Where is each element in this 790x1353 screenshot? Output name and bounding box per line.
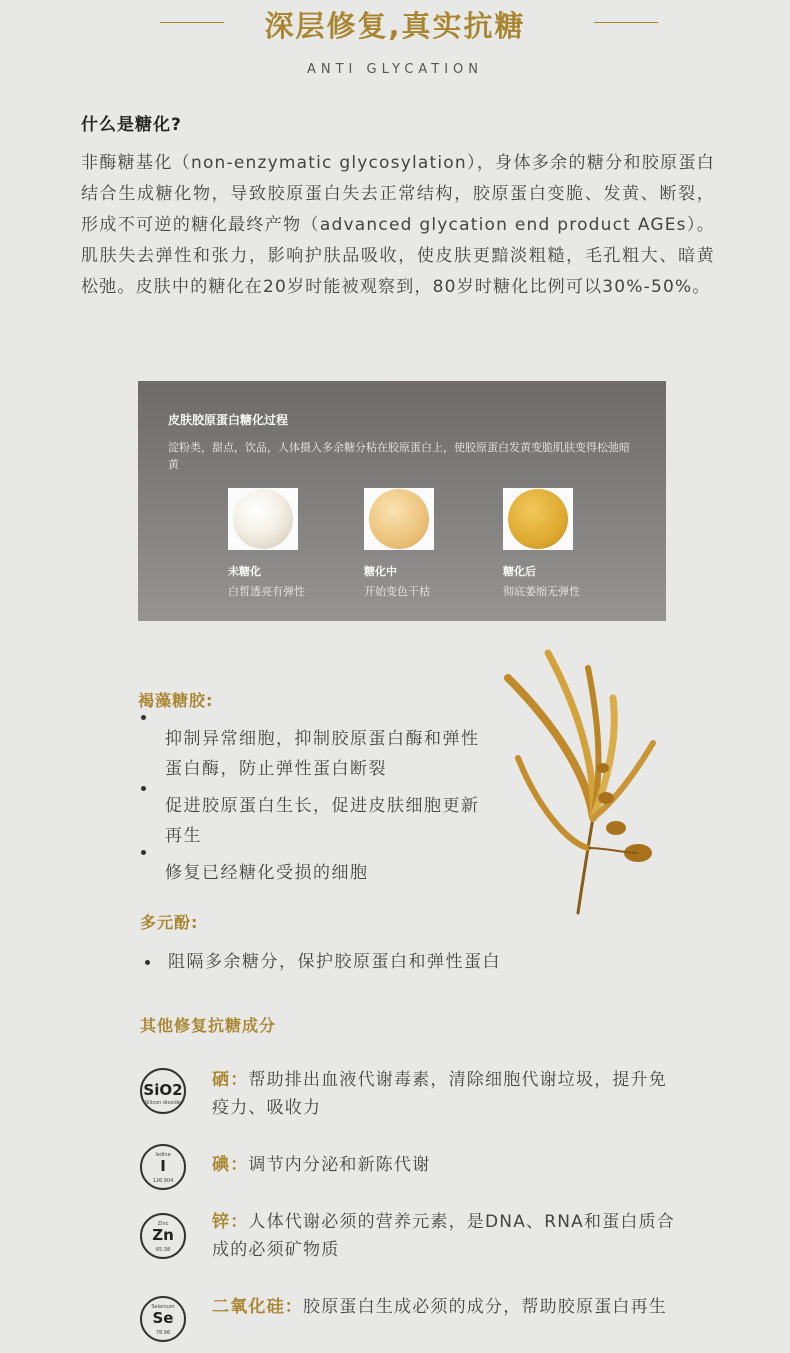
collagen-image	[228, 488, 298, 550]
ingredient-selenium	[212, 1066, 682, 1122]
collagen-image	[503, 488, 573, 550]
ingredient-name: 硒：	[212, 1070, 249, 1090]
silicon-dioxide-icon	[140, 1068, 186, 1114]
ingredient-text: 胶原蛋白生成必须的成分，帮助胶原蛋白再生	[303, 1297, 667, 1317]
page-title: 深层修复,真实抗糖	[264, 9, 526, 43]
element-symbol: SiO2	[143, 1081, 183, 1099]
iodine-icon	[140, 1144, 186, 1190]
zinc-icon	[140, 1213, 186, 1259]
element-caption: Iodine	[155, 1152, 171, 1158]
bullet-dot	[141, 786, 146, 791]
glycation-process-panel	[138, 381, 666, 621]
stage-unglycated	[228, 488, 348, 599]
stage-note: 彻底萎缩无弹性	[503, 585, 580, 598]
element-caption: Zinc	[157, 1221, 169, 1227]
collagen-image	[364, 488, 434, 550]
bullet-dot	[145, 960, 150, 965]
element-symbol: Se	[152, 1309, 174, 1327]
intro-paragraph: 非酶糖基化（non-enzymatic glycosylation），身体多余的糖分和胶原蛋白结合生成糖化物，导致胶原蛋白失去正常结构，胶原蛋白变脆、发黄、断裂，形成不可逆的糖化最终产物（advanced glycation end product AGEs）。肌肤失去弹性和张力，影响护肤品吸收，使皮肤更黯淡粗糙，毛孔粗大、暗黄松弛。皮肤中的糖化在20岁时能被观察到，80岁时糖化比例可以30%-50%。	[81, 153, 715, 297]
ingredient-name: 锌：	[212, 1212, 249, 1232]
stage-name: 糖化后	[503, 565, 536, 578]
element-caption: 126.904	[152, 1178, 174, 1184]
brown-algae-heading: 褐藻糖胶:	[138, 691, 214, 710]
panel-description: 淀粉类，甜点，饮品，人体摄入多余糖分粘在胶原蛋白上，使胶原蛋白发黄变脆肌肤变得松弛暗黄	[168, 441, 630, 471]
ingredient-silica	[212, 1293, 682, 1321]
ingredient-name: 二氧化硅：	[212, 1297, 303, 1317]
stage-glycating	[364, 488, 484, 599]
ingredient-text: 帮助排出血液代谢毒素，清除细胞代谢垃圾，提升免疫力、吸收力	[212, 1070, 668, 1118]
stage-name: 糖化中	[364, 565, 397, 578]
list-item: 阻隔多余糖分，保护胶原蛋白和弹性蛋白	[168, 952, 501, 972]
bullet-dot	[141, 715, 146, 720]
selenium-icon	[140, 1296, 186, 1342]
ingredient-text: 人体代谢必须的营养元素，是DNA、RNA和蛋白质合成的必须矿物质	[212, 1212, 675, 1260]
element-caption: Selenium	[151, 1304, 175, 1310]
ingredient-iodine	[212, 1151, 682, 1179]
element-caption: Silicon dioxide	[145, 1100, 181, 1106]
stage-note: 白皙透亮有弹性	[228, 585, 305, 598]
element-symbol: Zn	[152, 1226, 174, 1244]
list-item: 抑制异常细胞，抑制胶原蛋白酶和弹性蛋白酶，防止弹性蛋白断裂	[165, 729, 480, 779]
polyphenol-heading: 多元酚:	[140, 913, 199, 932]
ingredient-text: 调节内分泌和新陈代谢	[248, 1155, 431, 1175]
list-item: 修复已经糖化受损的细胞	[165, 863, 369, 883]
list-item: 促进胶原蛋白生长，促进皮肤细胞更新再生	[165, 796, 480, 846]
page-header	[0, 0, 790, 90]
other-ingredients-heading: 其他修复抗糖成分	[140, 1016, 277, 1035]
bullet-dot	[141, 850, 146, 855]
stage-name: 未糖化	[228, 565, 261, 578]
element-caption: 65.38	[155, 1247, 171, 1253]
panel-title: 皮肤胶原蛋白糖化过程	[168, 413, 289, 427]
element-caption: 78.96	[155, 1330, 171, 1336]
stage-glycated	[503, 488, 623, 599]
seaweed-illustration	[488, 648, 668, 918]
ingredient-name: 碘：	[212, 1155, 249, 1175]
question-heading: 什么是糖化?	[81, 115, 182, 135]
divider-line-right	[594, 22, 658, 23]
stage-note: 开始变色干枯	[364, 585, 430, 598]
page-subtitle: ANTI GLYCATION	[306, 62, 484, 77]
ingredient-zinc	[212, 1208, 682, 1264]
element-symbol: I	[160, 1157, 166, 1175]
